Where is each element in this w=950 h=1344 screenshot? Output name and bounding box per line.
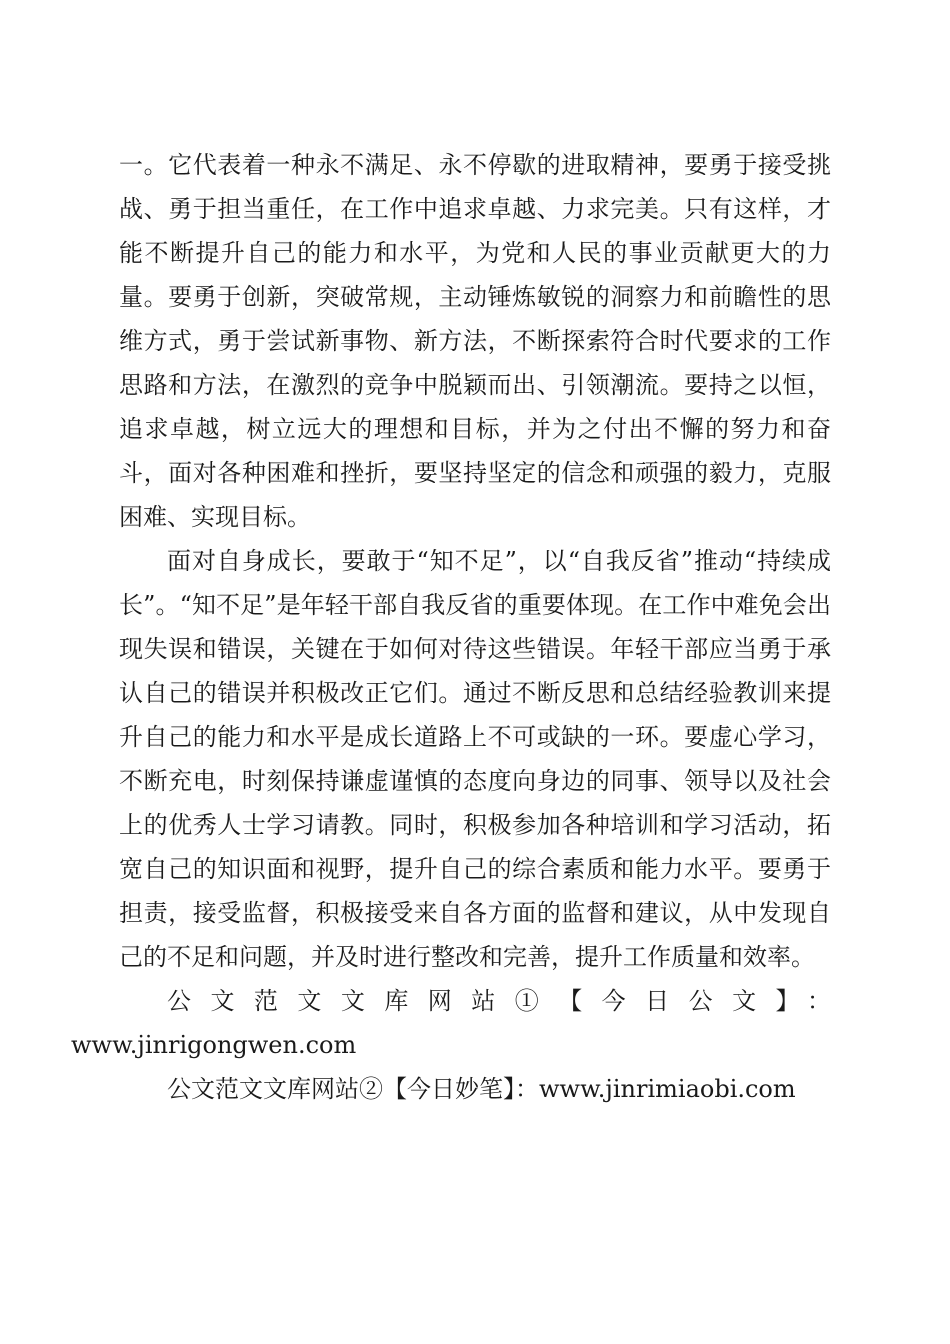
paragraph-2: 面对自身成长，要敢于“知不足”，以“自我反省”推动“持续成长”。“知不足”是年轻干部自我反省的重要体现。在工作中难免会出现失误和错误，关键在于如何对待这些错误。年轻干部应当勇于承认自己的错误并积极改正它们。通过不断反思和总结经验教训来提升自己的能力和水平是成长道路上不可或缺的一环。要虚心学习，不断充电，时刻保持谦虚谨慎的态度向身边的同事、领导以及社会上的优秀人士学习请教。同时，积极参加各种培训和学习活动，拓宽自己的知识面和视野，提升自己的综合素质和能力水平。要勇于担责，接受监督，积极接受来自各方面的监督和建议，从中发现自己的不足和问题，并及时进行整改和完善，提升工作质量和效率。: [119, 547, 831, 971]
document-body: [71, 143, 831, 1111]
footer-link-2-url[interactable]: www.jinrimiaobi.com: [539, 1075, 796, 1103]
paragraph-1: 一。它代表着一种永不满足、永不停歇的进取精神，要勇于接受挑战、勇于担当重任，在工作中追求卓越、力求完美。只有这样，才能不断提升自己的能力和水平，为党和人民的事业贡献更大的力量。要勇于创新，突破常规，主动锤炼敏锐的洞察力和前瞻性的思维方式，勇于尝试新事物、新方法，不断探索符合时代要求的工作思路和方法，在激烈的竞争中脱颖而出、引领潮流。要持之以恒，追求卓越，树立远大的理想和目标，并为之付出不懈的努力和奋斗，面对各种困难和挫折，要坚持坚定的信念和顽强的毅力，克服困难、实现目标。: [119, 151, 831, 531]
footer-link-1-url[interactable]: www.jinrigongwen.com: [71, 1031, 357, 1059]
footer-link-2: [119, 1067, 831, 1111]
footer-link-2-label: 公文范文文库网站②【今日妙笔】：: [167, 1075, 539, 1103]
footer-link-1-label: 公文范文文库网站①【今日公文】：: [167, 987, 831, 1015]
footer-link-1: [71, 979, 831, 1067]
